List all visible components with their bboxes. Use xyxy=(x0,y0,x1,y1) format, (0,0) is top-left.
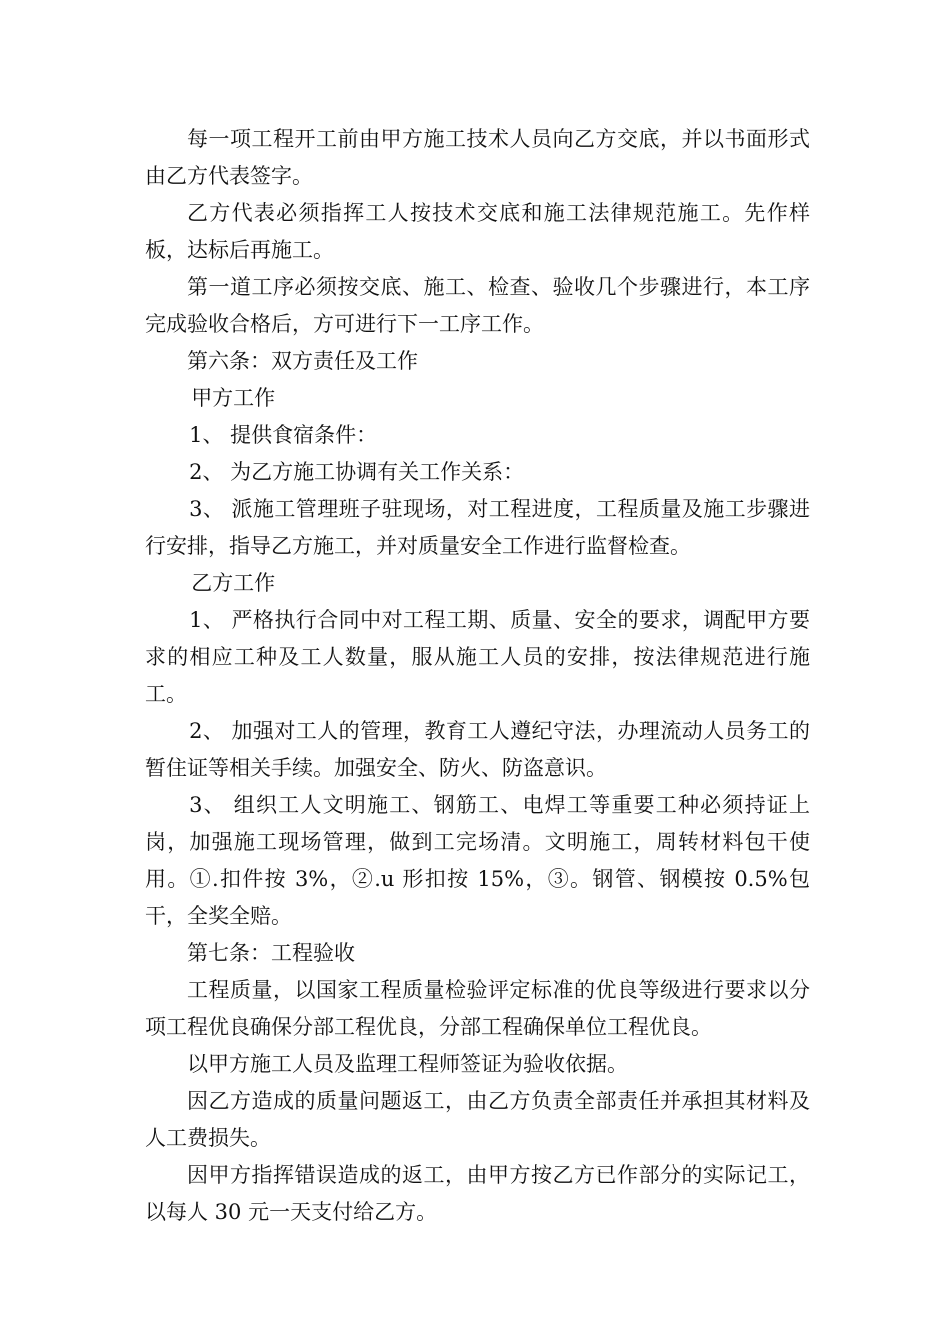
list-item-a2: 2、 为乙方施工协调有关工作关系： xyxy=(189,460,525,484)
list-item-a1: 1、 提供食宿条件： xyxy=(189,423,378,447)
subheading-party-b: 乙方工作 xyxy=(191,571,276,595)
paragraph-acceptance-basis: 以甲方施工人员及监理工程师签证为验收依据。 xyxy=(187,1052,628,1076)
list-item-b2: 2、 加强对工人的管理，教育工人遵纪守法，办理流动人员务工的暂住证等相关手续。加强安全、防火、防盗意识。 xyxy=(145,719,810,780)
section-heading-article-7: 第七条：工程验收 xyxy=(187,941,355,965)
paragraph-quality: 工程质量，以国家工程质量检验评定标准的优良等级进行要求以分项工程优良确保分部工程优良，分部工程确保单位工程优良。 xyxy=(145,978,810,1039)
paragraph-rework-a: 因甲方指挥错误造成的返工，由甲方按乙方已作部分的实际记工，以每人 30 元一天支付给乙方。 xyxy=(145,1163,810,1224)
paragraph-procedure: 第一道工序必须按交底、施工、检查、验收几个步骤进行，本工序完成验收合格后，方可进行下一工序工作。 xyxy=(145,275,810,336)
section-heading-article-6: 第六条：双方责任及工作 xyxy=(187,349,418,373)
document-body xyxy=(145,121,810,1231)
list-item-b3: 3、 组织工人文明施工、钢筋工、电焊工等重要工种必须持证上岗，加强施工现场管理，做到工完场清。文明施工，周转材料包干使用。①.扣件按 3%，②.u 形扣按 15%，③。钢管、钢模按 0.5%包干，全奖全赔。 xyxy=(145,793,810,928)
list-item-b1: 1、 严格执行合同中对工程工期、质量、安全的要求，调配甲方要求的相应工种及工人数量，服从施工人员的安排，按法律规范进行施工。 xyxy=(145,608,810,706)
paragraph-handover: 每一项工程开工前由甲方施工技术人员向乙方交底，并以书面形式由乙方代表签字。 xyxy=(145,127,810,188)
subheading-party-a: 甲方工作 xyxy=(191,386,276,410)
paragraph-rework-b: 因乙方造成的质量问题返工，由乙方负责全部责任并承担其材料及人工费损失。 xyxy=(145,1089,810,1150)
paragraph-representative: 乙方代表必须指挥工人按技术交底和施工法律规范施工。先作样板，达标后再施工。 xyxy=(145,201,810,262)
list-item-a3: 3、 派施工管理班子驻现场，对工程进度，工程质量及施工步骤进行安排，指导乙方施工，并对质量安全工作进行监督检查。 xyxy=(145,497,810,558)
